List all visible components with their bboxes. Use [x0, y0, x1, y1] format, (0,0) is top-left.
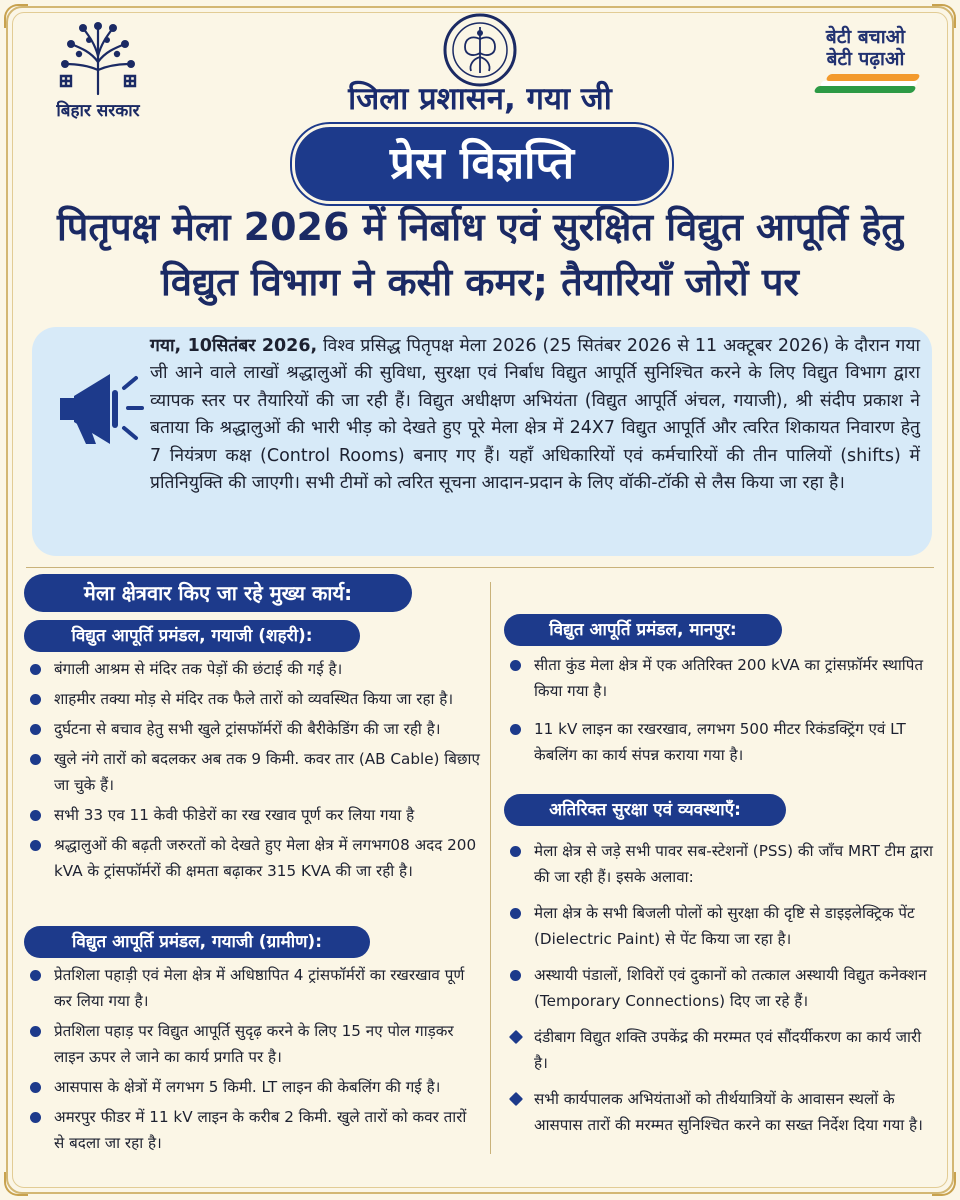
- list-item: [28, 1018, 480, 1070]
- list-item-text: 11 kV लाइन का रखरखाव, लगभग 500 मीटर रिकंडक्ट्रिंग एवं LT केबलिंग का कार्य संपन्न कराया गया है।: [534, 720, 906, 764]
- urban-works-list: [28, 656, 480, 884]
- bullet-dot-icon: [30, 694, 41, 705]
- intro-dateline: गया, 10सितंबर 2026,: [150, 336, 318, 356]
- list-item-text: खुले नंगे तारों को बदलकर अब तक 9 किमी. कवर तार (AB Cable) बिछाए जा चुके हैं।: [54, 750, 480, 794]
- emblem-icon: [443, 13, 517, 87]
- list-item: [508, 838, 936, 890]
- column-divider: [490, 582, 491, 1154]
- list-item: [508, 652, 936, 704]
- list-item: [508, 962, 936, 1014]
- corner-ornament: [932, 4, 956, 28]
- bullet-dot-icon: [30, 1026, 41, 1037]
- list-item-text: दंडीबाग विद्युत शक्ति उपकेंद्र की मरम्मत एवं सौंदर्यीकरण का कार्य जारी है।: [534, 1028, 922, 1072]
- list-item: [28, 962, 480, 1014]
- list-item: [508, 900, 936, 952]
- list-item: [28, 802, 480, 828]
- rural-works-list: [28, 962, 480, 1156]
- section-divider: [26, 567, 934, 568]
- bullet-diamond-icon: [509, 1030, 523, 1044]
- bullet-diamond-icon: [509, 1092, 523, 1106]
- list-item-text: मेला क्षेत्र से जड़े सभी पावर सब-स्टेशनों (PSS) की जाँच MRT टीम द्वारा की जा रही हैं। इसके अलावा:: [534, 842, 933, 886]
- list-item: [28, 686, 480, 712]
- list-item-text: मेला क्षेत्र के सभी बिजली पोलों को सुरक्षा की दृष्टि से डाइइलेक्ट्रिक पेंट (Dielectric Paint) से पेंट किया जा रहा है।: [534, 904, 915, 948]
- list-item: [28, 656, 480, 682]
- bullet-dot-icon: [30, 754, 41, 765]
- list-item-text: श्रद्धालुओं की बढ़ती जरुरतों को देखते हुए मेला क्षेत्र में लगभग08 अदद 200 kVA के ट्रांसफॉर्मरों की क्षमता बढ़ाकर 315 KVA की जा रही है।: [54, 836, 477, 880]
- beti-line-2: बेटी पढ़ाओ: [826, 48, 905, 70]
- bullet-dot-icon: [30, 664, 41, 675]
- list-item-text: आसपास के क्षेत्रों में लगभग 5 किमी. LT लाइन की केबलिंग की गई है।: [54, 1078, 441, 1096]
- list-item-text: प्रेतशिला पहाड़ी एवं मेला क्षेत्र में अधिष्ठापित 4 ट्रांसफॉर्मरों का रखरखाव पूर्ण कर लिया गया है।: [54, 966, 465, 1010]
- bullet-dot-icon: [30, 1112, 41, 1123]
- list-item-text: प्रेतशिला पहाड़ पर विद्युत आपूर्ति सुदृढ़ करने के लिए 15 नए पोल गाड़कर लाइन ऊपर ले जाने का कार्य प्रगति पर है।: [54, 1022, 454, 1066]
- list-item-text: दुर्घटना से बचाव हेतु सभी खुले ट्रांसफॉर्मरों की बैरीकेडिंग की जा रही है।: [54, 720, 441, 738]
- bullet-dot-icon: [510, 724, 521, 735]
- megaphone-graphic: [52, 360, 146, 456]
- list-item-text: बंगाली आश्रम से मंदिर तक पेड़ों की छंटाई की गई है।: [54, 660, 343, 678]
- extra-arrangements-list: [508, 838, 936, 1138]
- intro-paragraph: [150, 333, 920, 497]
- press-release-badge: प्रेस विज्ञप्ति: [292, 124, 672, 204]
- rural-division-heading: विद्युत आपूर्ति प्रमंडल, गयाजी (ग्रामीण):: [24, 926, 370, 958]
- list-item: [28, 832, 480, 884]
- megaphone-icon: [52, 360, 146, 452]
- bullet-dot-icon: [510, 846, 521, 857]
- list-item-text: सभी कार्यपालक अभियंताओं को तीर्थयात्रियों के आवासन स्थलों के आसपास तारों की मरम्मत सुनिश्चित करने का सख्त निर्देश दिया गया है।: [534, 1090, 923, 1134]
- list-item: [28, 1104, 480, 1156]
- list-item: [508, 716, 936, 768]
- bullet-dot-icon: [510, 908, 521, 919]
- bullet-dot-icon: [510, 660, 521, 671]
- headline-line-1: पितृपक्ष मेला 2026 में निर्बाध एवं सुरक्षित विद्युत आपूर्ति हेतु: [56, 205, 904, 249]
- list-item-text: शाहमीर तक्या मोड़ से मंदिर तक फैले तारों को व्यवस्थित किया जा रहा है।: [54, 690, 454, 708]
- manpur-works-list: [508, 652, 936, 768]
- corner-ornament: [4, 1172, 28, 1196]
- logo-caption: बिहार सरकार: [56, 101, 140, 121]
- urban-division-heading: विद्युत आपूर्ति प्रमंडल, गयाजी (शहरी):: [24, 620, 360, 652]
- district-title: जिला प्रशासन, गया जी: [348, 81, 612, 117]
- beti-line-1: बेटी बचाओ: [825, 26, 906, 48]
- bullet-dot-icon: [30, 810, 41, 821]
- main-works-heading: मेला क्षेत्रवार किए जा रहे मुख्य कार्य:: [24, 574, 412, 612]
- manpur-division-heading: विद्युत आपूर्ति प्रमंडल, मानपुर:: [504, 614, 782, 646]
- headline-line-2: विद्युत विभाग ने कसी कमर; तैयारियाँ जोरों पर: [161, 260, 799, 304]
- bullet-dot-icon: [30, 840, 41, 851]
- corner-ornament: [932, 1172, 956, 1196]
- list-item-text: अस्थायी पंडालों, शिविरों एवं दुकानों को तत्काल अस्थायी विद्युत कनेक्शन (Temporary Connections) दिए जा रहे हैं।: [534, 966, 927, 1010]
- bullet-dot-icon: [30, 970, 41, 981]
- list-item: [28, 716, 480, 742]
- list-item-text: अमरपुर फीडर में 11 kV लाइन के करीब 2 किमी. खुले तारों को कवर तारों से बदला जा रहा है।: [54, 1108, 467, 1152]
- corner-ornament: [4, 4, 28, 28]
- list-item-text: सभी 33 एव 11 केवी फीडेरों का रख रखाव पूर्ण कर लिया गया है: [54, 806, 415, 824]
- list-item-text: सीता कुंड मेला क्षेत्र में एक अतिरिक्त 200 kVA का ट्रांसफ़ॉर्मर स्थापित किया गया है।: [534, 656, 923, 700]
- list-item: [28, 1074, 480, 1100]
- intro-body: विश्व प्रसिद्ध पितृपक्ष मेला 2026 (25 सितंबर 2026 से 11 अक्टूबर 2026) के दौरान गया जी आने वाले लाखों श्रद्धालुओं की सुविधा, सुरक्षा एवं निर्बाध विद्युत आपूर्ति सुनिश्चित करने के लिए विद्युत विभाग द्वारा व्यापक स्तर पर तैयारियों की जा रही हैं। विद्युत अधीक्षण अभियंता (विद्युत आपूर्ति अंचल, गयाजी), श्री संदीप प्रकाश ने बताया कि श्रद्धालुओं की भारी भीड़ को देखते हुए पूरे मेला क्षेत्र में 24X7 विद्युत आपूर्ति और त्वरित शिकायत निवारण हेतु 7 नियंत्रण कक्ष (Control Rooms) बनाए गए हैं। यहाँ अधिकारियों एवं कर्मचारियों की तीन पालियों (shifts) में प्रतिनियुक्ति की जाएगी। सभी टीमों को त्वरित सूचना आदान-प्रदान के लिए वॉकी-टॉकी से लैस किया जा रहा है।: [150, 336, 921, 494]
- list-item: [508, 1086, 936, 1138]
- list-item: [28, 746, 480, 798]
- list-item: [508, 1024, 936, 1076]
- extra-arrangements-heading: अतिरिक्त सुरक्षा एवं व्यवस्थाएँ:: [504, 794, 786, 826]
- bullet-dot-icon: [30, 1082, 41, 1093]
- bullet-dot-icon: [510, 970, 521, 981]
- bullet-dot-icon: [30, 724, 41, 735]
